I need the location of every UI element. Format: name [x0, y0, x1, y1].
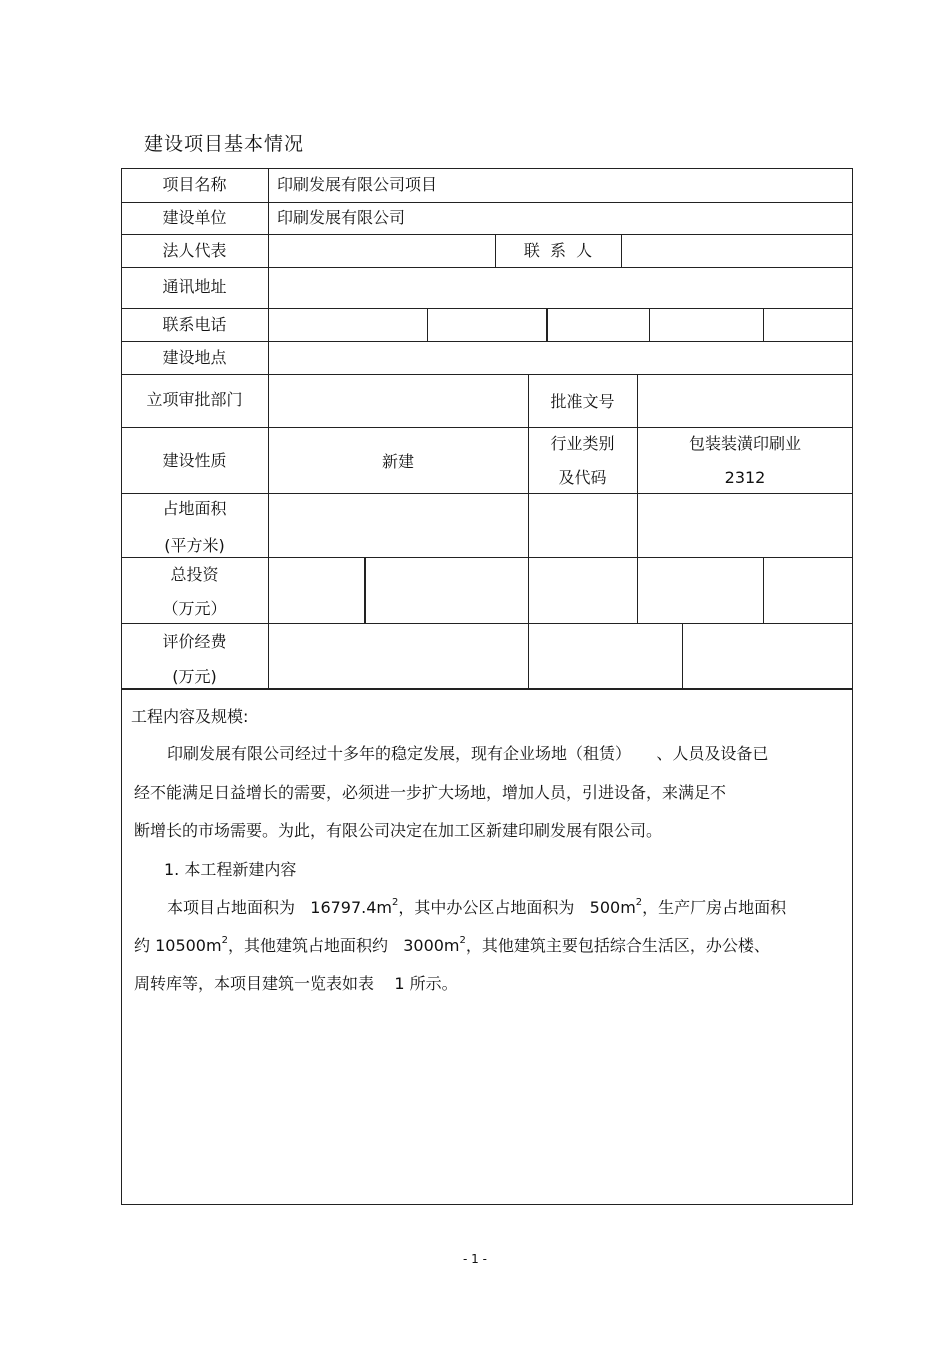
approval-no-label: 批准文号	[550, 392, 615, 411]
paragraph-line	[167, 898, 786, 918]
nature-value: 新建	[381, 452, 414, 471]
paragraph-line: 断增长的市场需要。为此，有限公司决定在加工区新建印刷发展有限公司。	[134, 821, 663, 840]
row-divider	[121, 341, 853, 342]
text-fragment: ，其中办公区占地面积为 500m	[398, 898, 636, 917]
nature-label: 建设性质	[162, 451, 227, 470]
row-divider	[121, 374, 853, 375]
superscript: 2	[459, 935, 466, 946]
row-divider	[121, 234, 853, 235]
row-divider	[121, 557, 853, 558]
content-heading: 工程内容及规模:	[131, 707, 249, 726]
col-divider	[763, 308, 764, 341]
row-divider	[121, 202, 853, 203]
area-label-line1: 占地面积	[162, 499, 227, 518]
row-divider	[121, 493, 853, 494]
industry-label-line2: 及代码	[558, 468, 607, 487]
industry-value-line1: 包装装潢印刷业	[688, 434, 801, 453]
paragraph-line: 经不能满足日益增长的需要，必须进一步扩大场地，增加人员，引进设备，来满足不	[134, 783, 727, 802]
col-divider	[763, 557, 764, 623]
approval-dept-label: 立项审批部门	[146, 390, 243, 409]
superscript: 2	[221, 935, 228, 946]
row-divider	[121, 267, 853, 268]
col-divider	[621, 234, 622, 267]
industry-label-line1: 行业类别	[550, 434, 615, 453]
eval-fee-label-line1: 评价经费	[162, 632, 227, 651]
area-label-line2: (平方米)	[164, 536, 225, 555]
text-fragment: ，其他建筑占地面积约 3000m	[227, 936, 460, 955]
col-divider	[427, 308, 428, 341]
project-name-label: 项目名称	[162, 175, 227, 194]
col-divider	[268, 168, 269, 688]
contact-person-label: 联 系 人	[523, 241, 593, 260]
investment-label-line2: （万元）	[162, 599, 227, 618]
industry-code: 2312	[724, 468, 766, 487]
section-item-1: 1. 本工程新建内容	[164, 860, 297, 879]
page-title: 建设项目基本情况	[144, 133, 305, 155]
col-divider	[546, 308, 548, 341]
row-divider	[121, 308, 853, 309]
phone-label: 联系电话	[162, 315, 227, 334]
superscript: 2	[635, 897, 643, 908]
col-divider	[649, 308, 650, 341]
col-divider	[637, 374, 638, 623]
col-divider	[364, 557, 366, 623]
text-fragment: ，其他建筑主要包括综合生活区，办公楼、	[465, 936, 770, 955]
paragraph-line	[134, 936, 770, 956]
investment-label-line1: 总投资	[170, 565, 219, 584]
location-label: 建设地点	[162, 348, 227, 367]
eval-fee-label-line2: (万元)	[172, 667, 217, 686]
col-divider	[682, 623, 683, 688]
page-number: - 1 -	[463, 1252, 487, 1266]
text-fragment: 约 10500m	[134, 936, 222, 955]
paragraph-line: 印刷发展有限公司经过十多年的稳定发展，现有企业场地（租赁） 、人员及设备已	[167, 744, 769, 763]
superscript: 2	[392, 897, 399, 908]
row-divider	[121, 427, 853, 428]
row-divider	[121, 688, 853, 690]
builder-label: 建设单位	[162, 208, 227, 227]
builder-value: 印刷发展有限公司	[277, 208, 406, 227]
text-fragment: ，生产厂房占地面积	[642, 898, 787, 917]
legal-rep-label: 法人代表	[162, 241, 227, 260]
col-divider	[528, 374, 529, 688]
paragraph-line: 周转库等，本项目建筑一览表如表 1 所示。	[134, 974, 458, 993]
project-name-value: 印刷发展有限公司项目	[277, 175, 438, 194]
row-divider	[121, 623, 853, 624]
text-fragment: 本项目占地面积为 16797.4m	[167, 898, 393, 917]
address-label: 通讯地址	[162, 277, 227, 296]
